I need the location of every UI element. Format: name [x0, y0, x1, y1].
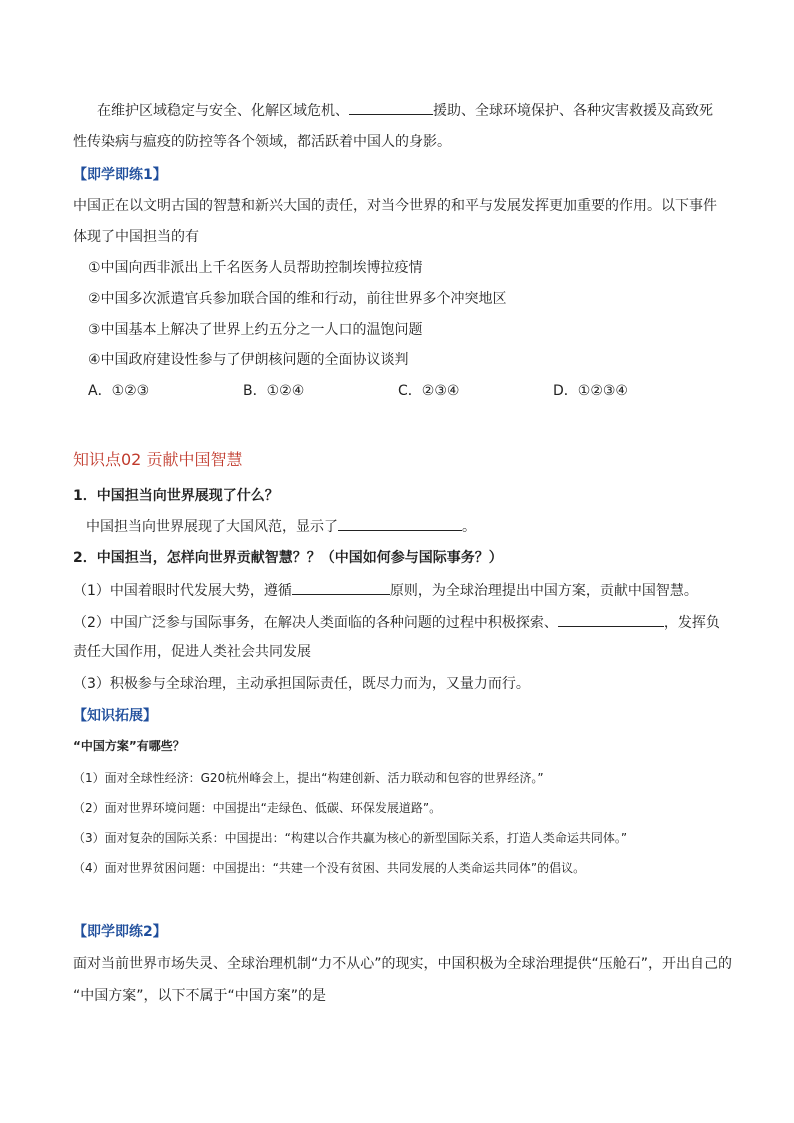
option-d[interactable]: D．①②③④	[553, 383, 628, 399]
point-2-text-a: （2）中国广泛参与国际事务，在解决人类面临的各种问题的过程中积极探索、	[73, 615, 558, 631]
practice-1-item-4: ④中国政府建设性参与了伊朗核问题的全面协议谈判	[88, 352, 409, 368]
practice-1-header: 【即学即练1】	[73, 167, 167, 183]
intro-text-b: 援助、全球环境保护、各种灾害救援及高致死	[433, 103, 713, 119]
option-c[interactable]: C．②③④	[398, 383, 460, 399]
expand-item-1: （1）面对全球性经济：G20杭州峰会上，提出“构建创新、活力联动和包容的世界经济。”	[73, 771, 544, 785]
practice-1-question-line-2: 体现了中国担当的有	[73, 229, 199, 245]
section-point-3: （3）积极参与全球治理，主动承担国际责任，既尽力而为，又量力而行。	[73, 676, 530, 692]
intro-line-1	[97, 100, 757, 121]
expand-item-4: （4）面对世界贫困问题：中国提出：“共建一个没有贫困、共同发展的人类命运共同体”的倡议。	[73, 861, 586, 875]
section-point-2	[73, 612, 733, 633]
answer-1-text: 中国担当向世界展现了大国风范，显示了	[86, 519, 338, 535]
section-title: 知识点02 贡献中国智慧	[73, 450, 243, 469]
option-a[interactable]: A．①②③	[88, 383, 150, 399]
section-question-2: 2．中国担当，怎样向世界贡献智慧？？（中国如何参与国际事务？）	[73, 550, 503, 566]
practice-1-item-2: ②中国多次派遣官兵参加联合国的维和行动，前往世界多个冲突地区	[88, 291, 507, 307]
expand-item-2: （2）面对世界环境问题：中国提出“走绿色、低碳、环保发展道路”。	[73, 801, 442, 815]
point-1-text-a: （1）中国着眼时代发展大势，遵循	[73, 583, 292, 599]
expand-question: “中国方案”有哪些？	[73, 739, 185, 753]
section-point-1	[73, 580, 733, 601]
practice-2-header: 【即学即练2】	[73, 924, 167, 940]
fill-blank[interactable]	[338, 516, 462, 531]
practice-2-question-line-2: “中国方案”，以下不属于“中国方案”的是	[73, 988, 327, 1004]
point-2-text-b: ，发挥负	[663, 615, 720, 631]
expand-item-3: （3）面对复杂的国际关系：中国提出：“构建以合作共赢为核心的新型国际关系，打造人类命运共同体。”	[73, 831, 628, 845]
practice-1-item-3: ③中国基本上解决了世界上约五分之一人口的温饱问题	[88, 322, 423, 338]
answer-1-end: 。	[462, 519, 476, 535]
practice-1-item-1: ①中国向西非派出上千名医务人员帮助控制埃博拉疫情	[88, 260, 423, 276]
option-b[interactable]: B．①②④	[243, 383, 305, 399]
intro-text-a: 在维护区域稳定与安全、化解区域危机、	[97, 103, 349, 119]
section-question-1: 1．中国担当向世界展现了什么？	[73, 488, 279, 504]
intro-line-2: 性传染病与瘟疫的防控等各个领域，都活跃着中国人的身影。	[73, 134, 451, 150]
practice-1-options	[88, 380, 688, 400]
point-1-text-b: 原则，为全球治理提出中国方案，贡献中国智慧。	[389, 583, 698, 599]
practice-1-question-line-1: 中国正在以文明古国的智慧和新兴大国的责任，对当今世界的和平与发展发挥更加重要的作用。以下事件	[73, 198, 717, 214]
expand-header: 【知识拓展】	[73, 708, 157, 724]
section-answer-1	[86, 516, 746, 537]
fill-blank[interactable]	[349, 100, 433, 115]
practice-2-question-line-1: 面对当前世界市场失灵、全球治理机制“力不从心”的现实，中国积极为全球治理提供“压舱石”，开出自己的	[73, 956, 733, 972]
fill-blank[interactable]	[558, 612, 664, 627]
fill-blank[interactable]	[292, 580, 390, 595]
section-point-2-cont: 责任大国作用，促进人类社会共同发展	[73, 644, 311, 660]
